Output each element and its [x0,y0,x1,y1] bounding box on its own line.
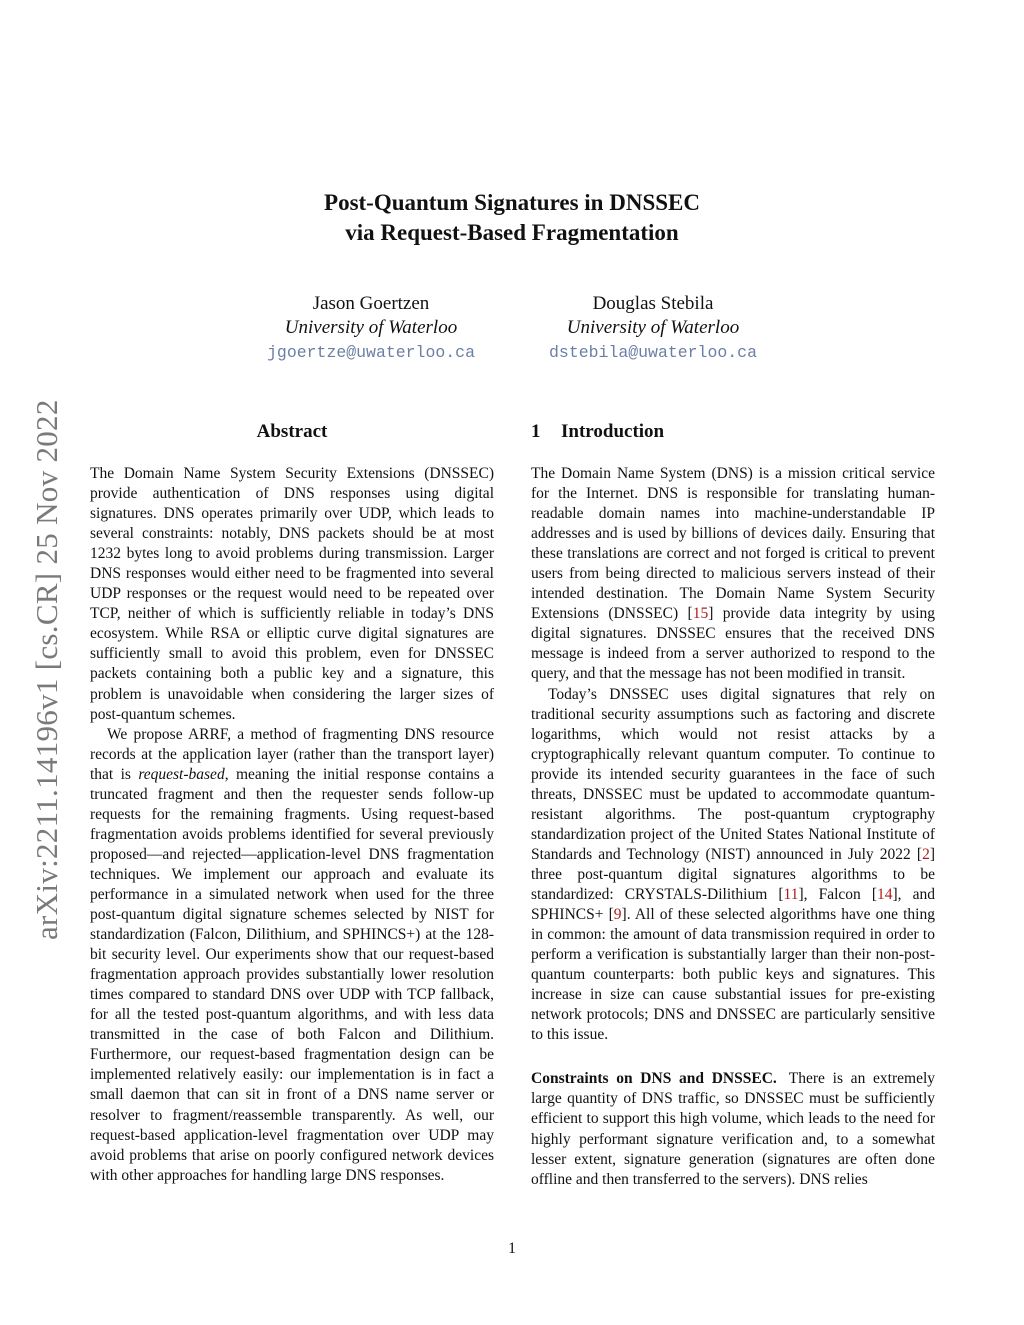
section-number: 1 [531,421,541,442]
run-in-heading: Constraints on DNS and DNSSEC. [531,1070,777,1088]
citation-link[interactable]: 15 [692,605,709,623]
constraints-paragraph [531,1069,935,1189]
abstract-heading: Abstract [256,421,328,442]
introduction-heading [531,418,935,446]
author-affiliation: University of Waterloo [284,317,458,338]
abstract-column [90,418,494,1186]
emphasis-text: request-based [138,765,225,783]
intro-paragraph-1 [531,464,935,685]
text-run: ]. All of these selected algorithms have one thing in common: the amount of data transmission required in order to perform a verification is substantially larger than their non-post-quantum counterparts: both public keys and signatures. This increase in size can cause substantial issues for pre-existing network protocols; DNS and DNSSEC are particularly sensitive to this issue. [531,906,935,1044]
title-line-1: Post-Quantum Signatures in DNSSEC [324,190,700,215]
text-run: There is an extremely large quantity of DNS traffic, so DNSSEC must be sufficiently efficient to support this high volume, which leads to the need for highly performant signature verification and, to a somewhat lesser extent, signature generation (signatures are often done offline and then transferred to the servers). DNS relies [531,1070,936,1188]
author-email[interactable]: jgoertze@uwaterloo.ca [267,343,475,362]
paper-title [0,188,1024,248]
author-name: Jason Goertzen [312,293,430,314]
title-line-2: via Request-Based Fragmentation [345,220,679,245]
author-block-2 [503,292,803,365]
text-run: We propose ARRF, a method of fragmenting DNS resource records at the application layer (rather than the transport layer) that is [90,725,494,783]
citation-link[interactable]: 14 [877,885,893,903]
text-run: Today’s DNSSEC uses digital signatures that rely on traditional security assumptions such as factoring and discrete logarithms, which would not resist attacks by a cryptographically relevant quantum computer. To continue to provide its intended security guarantees in the face of such threats, DNSSEC must be updated to accommodate quantum-resistant algorithms. The post-quantum cryptography standardization project of the United States National Institute of Standards and Technology (NIST) announced in July 2022 [ [531,685,935,863]
citation-link[interactable]: 11 [783,885,799,903]
text-run: ], and SPHINCS+ [ [531,885,935,924]
text-run: ] three post-quantum digital signatures algorithms to be standardized: CRYSTALS-Dilithium [ [531,845,935,903]
text-run: ] provide data integrity by using digital signatures. DNSSEC ensures that the received DNS message is indeed from a server authorized to respond to the query, and that the message has not been modified in transit. [531,605,935,683]
author-email[interactable]: dstebila@uwaterloo.ca [549,343,757,362]
text-run: , meaning the initial response contains a truncated fragment and then the requester sends follow-up requests for the remaining fragments. Using request-based fragmentation avoids problems identified for several previously proposed—and rejected—application-level DNS fragmentation techniques. We implement our approach and evaluate its performance in a simulated network when used for the three post-quantum digital signature schemes selected by NIST for standardization (Falcon, Dilithium, and SPHINCS+) at the 128-bit security level. Our experiments show that our request-based fragmentation approach provides substantially lower resolution times compared to standard DNS over UDP with TCP fallback, for all the tested post-quantum algorithms, and with less data transmitted in the case of both Falcon and Dilithium. Furthermore, our request-based fragmentation design can be implemented relatively easily: our implementation is in fact a small daemon that can sit in front of a DNS name server or resolver to fragment/reassemble transparently. As well, our request-based application-level fragmentation over UDP may avoid problems that arise on poorly configured network devices with other approaches for handling large DNS responses. [90,765,494,1184]
author-block-1 [221,292,521,365]
text-run: The Domain Name System (DNS) is a mission critical service for the Internet. DNS is responsible for translating human-readable domain names into machine-understandable IP addresses and is used by billions of devices daily. Ensuring that these translations are correct and not forged is critical to prevent users from being directed to malicious servers instead of their intended destination. The Domain Name System Security Extensions (DNSSEC) [ [531,465,935,623]
section-title: Introduction [561,421,665,442]
author-affiliation: University of Waterloo [566,317,740,338]
author-name: Douglas Stebila [592,293,714,314]
page-number: 1 [508,1240,516,1257]
abstract-paragraph-1: The Domain Name System Security Extensions (DNSSEC) provide authentication of DNS responses using digital signatures. DNS operates primarily over UDP, which leads to several constraints: notably, DNS packets should be at most 1232 bytes long to avoid problems during transmission. Larger DNS responses would either need to be fragmented into several UDP responses or the request would need to be repeated over TCP, neither of which is sufficiently reliable in today’s DNS ecosystem. While RSA or elliptic curve digital signatures are sufficiently small to avoid this problem, even for DNSSEC packets containing both a public key and a signature, this problem is unavoidable when considering the larger sizes of post-quantum schemes. [90,465,494,723]
citation-link[interactable]: 2 [922,845,930,863]
citation-link[interactable]: 9 [613,906,622,924]
introduction-column [531,418,935,1190]
abstract-paragraph-2 [90,725,494,1186]
text-run: ], Falcon [ [798,885,877,903]
intro-paragraph-2 [531,685,935,1046]
arxiv-stamp: arXiv:2211.14196v1 [cs.CR] 25 Nov 2022 [29,399,64,940]
